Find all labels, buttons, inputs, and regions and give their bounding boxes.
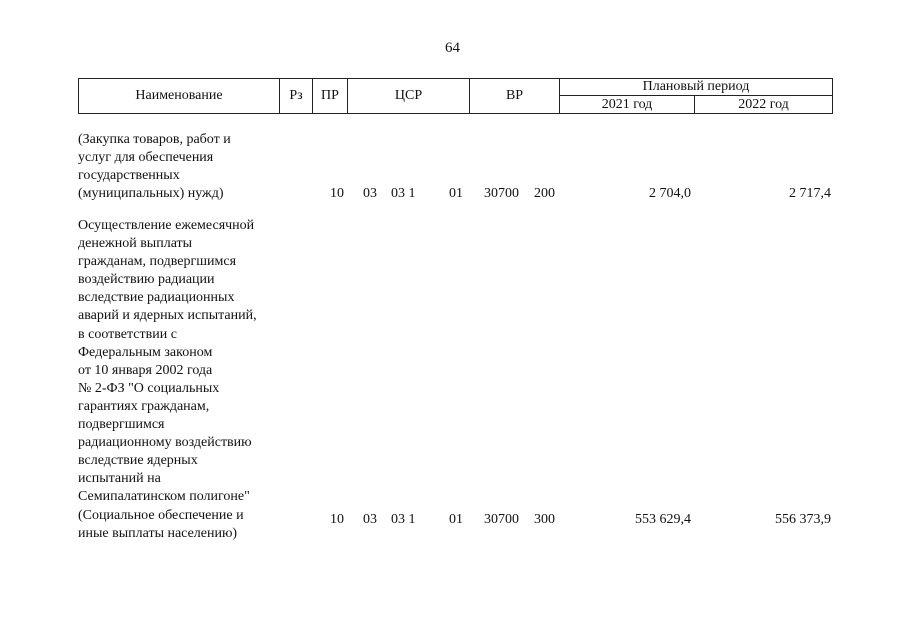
header-year-2022: 2022 год	[738, 96, 789, 112]
row-csr-part3: 30700	[484, 186, 519, 201]
header-csr: ЦСР	[348, 79, 470, 113]
planned-period-title: Плановый период	[560, 79, 832, 96]
row-description: (Закупка товаров, работ и услуг для обеспечения государственных (муниципальных) нужд)	[78, 132, 231, 202]
row-description: Осуществление ежемесячной денежной выплаты гражданам, подвергшимся воздействию радиации вследствие радиационных аварий и ядерных испытаний, в соответствии с Федеральным законом от 10 января 2002 года № 2-ФЗ "О социальных гарантиях гражданам, подвергшимся радиационному воздействию вследствие ядерных испытаний на Семипалатинском полигоне" (Социальное обеспечение и иные выплаты населению)	[78, 218, 257, 541]
row-csr-part3: 30700	[484, 512, 519, 527]
row-csr-part1: 03 1	[391, 186, 416, 201]
header-name: Наименование	[79, 79, 280, 113]
header-pr: ПР	[313, 79, 348, 113]
row-csr-part2: 01	[449, 186, 463, 201]
row-amount-2022: 556 373,9	[775, 512, 831, 527]
header-year-2021: 2021 год	[560, 96, 695, 113]
row-rz: 10	[330, 512, 344, 527]
row-amount-2021: 553 629,4	[635, 512, 691, 527]
row-vr: 300	[534, 512, 555, 527]
row-pr: 03	[363, 512, 377, 527]
header-rz: Рз	[280, 79, 313, 113]
row-vr: 200	[534, 186, 555, 201]
row-amount-2021: 2 704,0	[649, 186, 691, 201]
row-csr-part2: 01	[449, 512, 463, 527]
row-csr-part1: 03 1	[391, 512, 416, 527]
page-number: 64	[445, 40, 460, 56]
header-vr: ВР	[470, 79, 560, 113]
table-header	[78, 78, 833, 114]
row-rz: 10	[330, 186, 344, 201]
header-planned-period	[560, 79, 832, 113]
row-pr: 03	[363, 186, 377, 201]
row-amount-2022: 2 717,4	[789, 186, 831, 201]
